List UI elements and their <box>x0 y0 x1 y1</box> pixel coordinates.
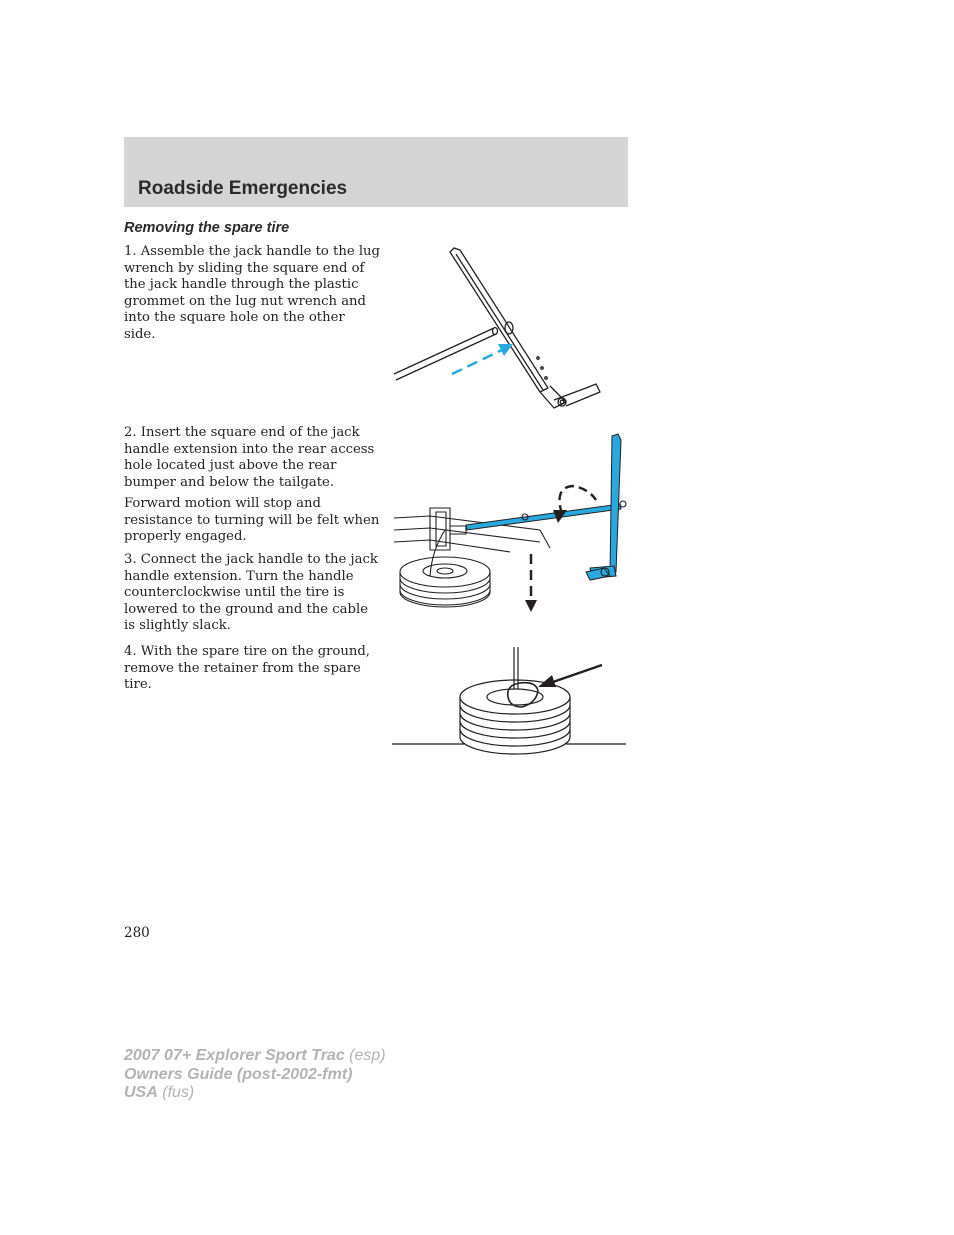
jack-handle-assembly-illustration <box>390 240 630 415</box>
step-4-text: 4. With the spare tire on the ground, remove the retainer from the spare tire. <box>124 644 370 692</box>
chapter-header-band <box>124 137 628 207</box>
step-2-text: 2. Insert the square end of the jack handle extension into the rear access hole located just above the rear bumper and below the tailgate. <box>124 425 375 490</box>
footer-line-2: Owners Guide (post-2002-fmt) <box>124 1065 353 1083</box>
step-2-note: Forward motion will stop and resistance to turning will be felt when properly engaged. <box>124 496 380 544</box>
retainer-removal-illustration <box>390 645 630 760</box>
step-1-text: 1. Assemble the jack handle to the lug wrench by sliding the square end of the jack handle through the plastic grommet on the lug nut wrench and into the square hole on the other side. <box>124 244 380 342</box>
document-footer <box>124 1047 386 1103</box>
jack-handle-extension-illustration <box>390 430 630 620</box>
footer-line-3: USA (fus) <box>124 1084 195 1101</box>
step-3-text: 3. Connect the jack handle to the jack handle extension. Turn the handle counterclockwise until the tire is lowered to the ground and the cable is slightly slack. <box>124 552 378 633</box>
footer-line-1: 2007 07+ Explorer Sport Trac (esp) <box>124 1047 386 1064</box>
section-title: Removing the spare tire <box>124 220 290 236</box>
chapter-title: Roadside Emergencies <box>138 178 348 199</box>
page-number: 280 <box>124 925 150 941</box>
